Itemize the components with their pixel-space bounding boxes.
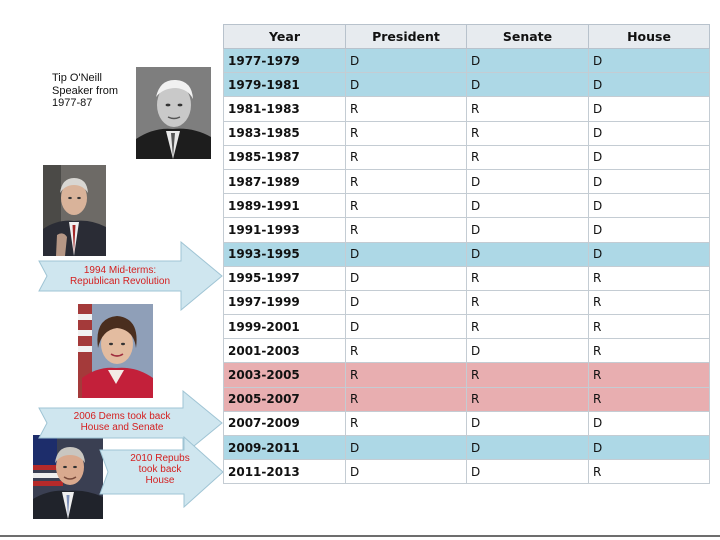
house-cell: R xyxy=(589,290,710,314)
president-cell: R xyxy=(346,97,467,121)
table-row xyxy=(224,290,710,314)
senate-cell: D xyxy=(467,339,589,363)
table-row xyxy=(224,363,710,387)
year-cell: 2001-2003 xyxy=(224,339,346,363)
house-cell: D xyxy=(589,169,710,193)
president-cell: R xyxy=(346,194,467,218)
arrow-label-line: 2006 Dems took back xyxy=(73,411,171,422)
house-cell: R xyxy=(589,460,710,484)
table-body xyxy=(224,49,710,484)
house-cell: D xyxy=(589,218,710,242)
senate-cell: R xyxy=(467,97,589,121)
caption-line: 1977-87 xyxy=(52,97,93,109)
president-cell: R xyxy=(346,169,467,193)
president-cell: R xyxy=(346,363,467,387)
president-cell: D xyxy=(346,315,467,339)
year-cell: 1993-1995 xyxy=(224,242,346,266)
arrow-label-line: 2010 Repubs xyxy=(130,453,190,464)
oneill-caption xyxy=(52,72,142,110)
senate-cell: D xyxy=(467,411,589,435)
senate-cell: D xyxy=(467,436,589,460)
year-cell: 1991-1993 xyxy=(224,218,346,242)
table-row xyxy=(224,121,710,145)
president-cell: D xyxy=(346,290,467,314)
senate-cell: D xyxy=(467,49,589,73)
table-row xyxy=(224,436,710,460)
year-cell: 1981-1983 xyxy=(224,97,346,121)
oneill-photo xyxy=(136,67,211,159)
president-cell: D xyxy=(346,73,467,97)
house-cell: R xyxy=(589,387,710,411)
president-cell: D xyxy=(346,242,467,266)
president-cell: R xyxy=(346,145,467,169)
president-cell: R xyxy=(346,339,467,363)
year-cell: 1985-1987 xyxy=(224,145,346,169)
caption-line: Speaker from xyxy=(52,84,119,97)
house-cell: D xyxy=(589,121,710,145)
year-cell: 1977-1979 xyxy=(224,49,346,73)
house-cell: D xyxy=(589,242,710,266)
senate-cell: R xyxy=(467,266,589,290)
senate-cell: R xyxy=(467,363,589,387)
table-row xyxy=(224,411,710,435)
arrow-2010-label xyxy=(116,453,204,486)
president-cell: R xyxy=(346,218,467,242)
table-row xyxy=(224,218,710,242)
year-cell: 2005-2007 xyxy=(224,387,346,411)
arrow-label-line: House and Senate xyxy=(80,422,164,433)
house-cell: D xyxy=(589,436,710,460)
year-cell: 2011-2013 xyxy=(224,460,346,484)
year-cell: 1989-1991 xyxy=(224,194,346,218)
senate-cell: D xyxy=(467,73,589,97)
senate-cell: R xyxy=(467,121,589,145)
table-row xyxy=(224,97,710,121)
senate-cell: R xyxy=(467,290,589,314)
header-president: President xyxy=(346,25,467,49)
table-row xyxy=(224,194,710,218)
table-header-row xyxy=(224,25,710,49)
president-cell: D xyxy=(346,460,467,484)
senate-cell: R xyxy=(467,387,589,411)
president-cell: D xyxy=(346,49,467,73)
table-row xyxy=(224,145,710,169)
house-cell: D xyxy=(589,49,710,73)
house-cell: D xyxy=(589,194,710,218)
pelosi-photo xyxy=(78,304,153,398)
header-house: House xyxy=(589,25,710,49)
year-cell: 2009-2011 xyxy=(224,436,346,460)
arrow-label-line: Republican Revolution xyxy=(69,276,171,287)
house-cell: R xyxy=(589,339,710,363)
senate-cell: D xyxy=(467,169,589,193)
arrow-label-line: House xyxy=(145,475,175,486)
table-row xyxy=(224,387,710,411)
caption-line: Tip O'Neill xyxy=(52,72,102,84)
arrow-2006-label xyxy=(52,411,192,433)
arrow-label-line: took back xyxy=(138,464,182,475)
table-row xyxy=(224,460,710,484)
house-cell: R xyxy=(589,266,710,290)
house-cell: R xyxy=(589,363,710,387)
table-row xyxy=(224,266,710,290)
table-row xyxy=(224,169,710,193)
table-row xyxy=(224,315,710,339)
year-cell: 1983-1985 xyxy=(224,121,346,145)
arrow-1994-label xyxy=(50,265,190,287)
year-cell: 1987-1989 xyxy=(224,169,346,193)
president-cell: D xyxy=(346,266,467,290)
header-year: Year xyxy=(224,25,346,49)
senate-cell: R xyxy=(467,145,589,169)
president-cell: D xyxy=(346,436,467,460)
president-cell: R xyxy=(346,121,467,145)
president-cell: R xyxy=(346,387,467,411)
senate-cell: D xyxy=(467,194,589,218)
house-cell: D xyxy=(589,411,710,435)
table-row xyxy=(224,242,710,266)
arrow-label-line: 1994 Mid-terms: xyxy=(83,265,157,276)
header-senate: Senate xyxy=(467,25,589,49)
house-cell: D xyxy=(589,145,710,169)
year-cell: 2003-2005 xyxy=(224,363,346,387)
house-cell: D xyxy=(589,97,710,121)
year-cell: 1995-1997 xyxy=(224,266,346,290)
year-cell: 1997-1999 xyxy=(224,290,346,314)
party-control-table xyxy=(223,24,710,484)
bottom-divider xyxy=(0,535,720,537)
house-cell: R xyxy=(589,315,710,339)
president-cell: R xyxy=(346,411,467,435)
table-row xyxy=(224,73,710,97)
senate-cell: R xyxy=(467,315,589,339)
house-cell: D xyxy=(589,73,710,97)
table-row xyxy=(224,49,710,73)
year-cell: 1999-2001 xyxy=(224,315,346,339)
table-row xyxy=(224,339,710,363)
senate-cell: D xyxy=(467,218,589,242)
senate-cell: D xyxy=(467,460,589,484)
year-cell: 1979-1981 xyxy=(224,73,346,97)
senate-cell: D xyxy=(467,242,589,266)
year-cell: 2007-2009 xyxy=(224,411,346,435)
